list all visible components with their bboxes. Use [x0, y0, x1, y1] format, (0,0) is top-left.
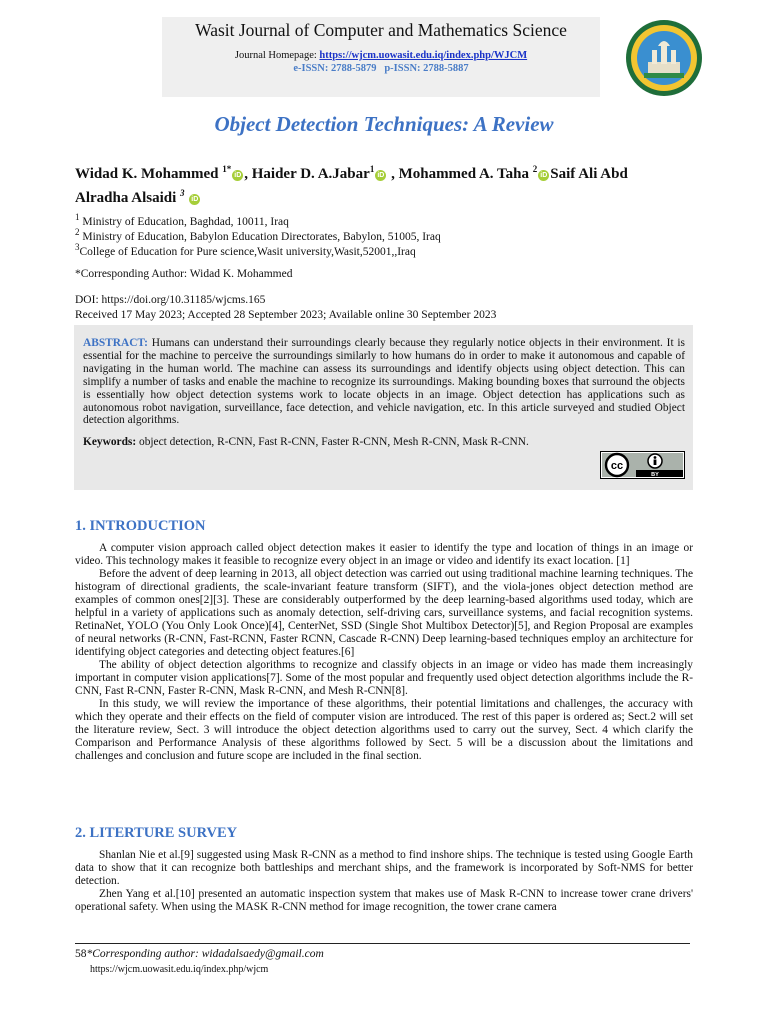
issn-line — [162, 63, 600, 74]
eissn: e-ISSN: 2788-5879 — [293, 63, 377, 74]
paragraph: Before the advent of deep learning in 2013, all object detection was carried out using traditional machine learning techniques. The histogram of directional gradients, the scale-invariant feature transform (SIFT), and the viola-jones object detection method are examples of common ones[2][3]. These are considerably outperformed by the deep learning-based algorithms used today, which are helpful in a variety of applications such as anomaly detection, self-driving cars, surveillance systems, and facial recognition systems. RetinaNet, YOLO (You Only Look Once)[4], CenterNet, SSD (Single Shot Multibox Detector)[5], and Region Proposal are examples of neural networks (R-CNN, Fast-RCNN, Faster RCNN, Cascade R-CNN) Deep learning-based techniques employ an architecture for identifying object categories and detecting object features.[6] — [75, 568, 693, 658]
footer-corresponding — [75, 948, 324, 960]
author-name: , Mohammed A. Taha — [387, 166, 530, 182]
corresponding-author: *Corresponding Author: Widad K. Mohammed — [75, 268, 293, 280]
page-number: 58 — [75, 948, 87, 960]
keywords-text: object detection, R-CNN, Fast R-CNN, Faster R-CNN, Mesh R-CNN, Mask R-CNN. — [136, 436, 529, 448]
footer-email: *Corresponding author: widadalsaedy@gmail.com — [86, 948, 324, 960]
footer-divider — [75, 943, 690, 944]
paragraph: A computer vision approach called object detection makes it easier to identify the type and location of things in an image or video. This technology makes it feasible to recognize every object in an image or video and identify its exact location. [1] — [75, 542, 693, 567]
paragraph: Shanlan Nie et al.[9] suggested using Mask R-CNN as a method to find inshore ships. The technique is tested using Google Earth data to show that it can recognize both battleships and merchant ships, and the framework is incorporated by Soft-NMS for better detection. — [75, 849, 693, 887]
journal-name: Wasit Journal of Computer and Mathematics Science — [195, 20, 567, 40]
paper-title: Object Detection Techniques: A Review — [214, 112, 554, 136]
orcid-icon[interactable]: iD — [191, 196, 199, 203]
university-seal-logo — [624, 18, 704, 98]
affiliation-text: College of Education for Pure science,Wasit university,Wasit,52001,,Iraq — [79, 245, 416, 258]
author-list — [75, 160, 675, 208]
author-affil-sup: 1* — [222, 164, 232, 174]
received-dates: Received 17 May 2023; Accepted 28 September 2023; Available online 30 September 2023 — [75, 309, 497, 321]
abstract-body: Humans can understand their surroundings clearly because they regularly notice objects in their environment. It is essential for the machine to perceive the surroundings similarly to how humans do in order to make it autonomous and capable of navigating in the human world. The machine can assess its surroundings and identify objects using object detection. This can simplify a number of tasks and enable the machine to recognize its surroundings. Making bounding boxes that surround the objects is essentially how object detection systems work to locate objects in an image. Object detection has applications such as autonomous robot navigation, surveillance, face detection, and vehicle navigation, etc. In this article surveyed and studied Object detection algorithms. — [83, 337, 685, 427]
doi-line[interactable]: DOI: https://doi.org/10.31185/wjcms.165 — [75, 294, 266, 306]
section-heading-literature-survey: 2. LITERTURE SURVEY — [75, 825, 238, 841]
affiliation-sup: 2 — [75, 227, 80, 237]
homepage-label: Journal Homepage: — [234, 50, 320, 61]
survey-body — [75, 849, 693, 914]
keywords-line — [83, 436, 685, 449]
author-name: Alradha Alsaidi — [75, 190, 177, 206]
author-affil-sup: 1 — [369, 164, 375, 174]
author-name: Saif Ali Abd — [550, 166, 628, 182]
pissn: p-ISSN: 2788-5887 — [384, 63, 469, 74]
paragraph: In this study, we will review the importance of these algorithms, their potential limitations and challenges, the accuracy with which they operate and their effects on the field of computer vision are introduced. The rest of this paper is ordered as; Sect.2 will set the literature review, Sect. 3 will introduce the object detection algorithms used to carry out the survey, Sect. 4 which clarify the Comparison and Performance Analysis of these algorithms followed by Sect. 5 will be a discussion about the limitations and challenges and conclusion and future scope are included in the final section. — [75, 698, 693, 762]
orcid-icon[interactable]: iD — [234, 172, 242, 179]
orcid-icon[interactable]: iD — [377, 172, 385, 179]
journal-homepage-line — [162, 50, 600, 61]
svg-text:cc: cc — [610, 460, 624, 472]
author-name: Widad K. Mohammed — [75, 166, 219, 182]
paragraph: The ability of object detection algorithms to recognize and classify objects in an image or video has made them increasingly important in computer vision applications[7]. Some of the most popular and frequently used object detection algorithms include the R-CNN, Fast R-CNN, Faster R-CNN, Mask R-CNN, and Mesh R-CNN[8]. — [75, 659, 693, 697]
author-affil-sup: 3 — [180, 188, 185, 198]
affiliation-3 — [75, 240, 416, 259]
footer-url[interactable]: https://wjcm.uowasit.edu.iq/index.php/wjcm — [90, 964, 269, 975]
affiliation-text: Ministry of Education, Baghdad, 10011, Iraq — [79, 215, 289, 228]
introduction-body — [75, 542, 693, 763]
author-name: , Haider D. A.Jabar — [244, 166, 370, 182]
cc-by-label: BY — [651, 472, 659, 478]
abstract-text — [83, 337, 685, 427]
homepage-link[interactable]: https://wjcm.uowasit.edu.iq/index.php/WJCM — [319, 50, 528, 61]
keywords-label: Keywords: — [83, 436, 137, 448]
affiliation-sup: 1 — [75, 212, 80, 222]
affiliation-text: Ministry of Education, Babylon Education Directorates, Babylon, 51005, Iraq — [79, 230, 441, 243]
affiliation-sup: 3 — [75, 242, 80, 252]
paragraph: Zhen Yang et al.[10] presented an automatic inspection system that makes use of Mask R-CNN to increase tower crane drivers' operational safety. When using the MASK R-CNN method for image recognition, the tower crane camera — [75, 888, 693, 913]
cc-by-license-icon[interactable] — [600, 451, 685, 479]
section-heading-introduction: 1. INTRODUCTION — [75, 518, 206, 534]
author-affil-sup: 2 — [532, 164, 538, 174]
orcid-icon[interactable]: iD — [540, 172, 548, 179]
abstract-label: ABSTRACT: — [83, 337, 148, 349]
